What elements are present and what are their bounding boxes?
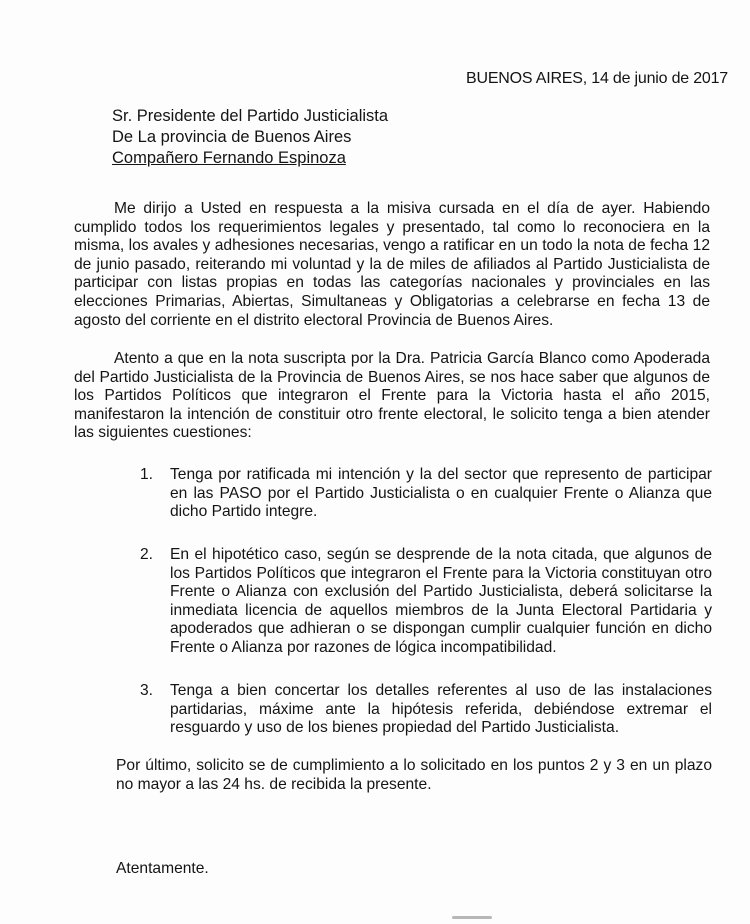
- closing-salutation: Atentamente.: [116, 860, 209, 877]
- list-item-number: 1.: [140, 466, 154, 483]
- letter-date: BUENOS AIRES, 14 de junio de 2017: [466, 70, 729, 87]
- list-item-number: 3.: [140, 682, 154, 699]
- list-item-text: Tenga por ratificada mi intención y la del sector que represento de participar en las PASO por el Partido Justicialista o en cualquier Frente o Alianza que dicho Partido integre.: [170, 466, 712, 521]
- list-item-text: En el hipotético caso, según se desprende de la nota citada, que algunos de los Partidos Políticos que integraron el Frente para la Victoria constituyan otro Frente o Alianza con exclusión del Partido Justicialista, deberá solicitarse la inmediata licencia de aquellos miembros de la Junta Electoral Partidaria y apoderados que adhieran o se dispongan cumplir cualquier función en dicho Frente o Alianza por razones de lógica incompatibilidad.: [170, 546, 712, 656]
- recipient-name: Compañero Fernando Espinoza: [112, 149, 346, 167]
- body-paragraph-1: Me dirijo a Usted en respuesta a la misiva cursada en el día de ayer. Habiendo cumplido todos los requerimientos legales y presentado, tal como lo reconociera en la misma, los avales y adhesiones necesarias, vengo a ratificar en un todo la nota de fecha 12 de junio pasado, reiterando mi voluntad y la de miles de afiliados al Partido Justicialista de participar con listas propias en todas las categorías nacionales y provinciales en las elecciones Primarias, Abiertas, Simultaneas y Obligatorias a celebrarse en fecha 13 de agosto del corriente en el distrito electoral Provincia de Buenos Aires.: [74, 200, 710, 329]
- list-item: [140, 682, 712, 738]
- body-paragraph-3: Por último, solicito se de cumplimiento a lo solicitado en los puntos 2 y 3 en un plazo no mayor a las 24 hs. de recibida la presente.: [116, 757, 712, 793]
- body-paragraph-2: Atento a que en la nota suscripta por la Dra. Patricia García Blanco como Apoderada del Partido Justicialista de la Provincia de Buenos Aires, se nos hace saber que algunos de los Partidos Políticos que integraron el Frente para la Victoria hasta el año 2015, manifestaron la intención de constituir otro frente electoral, le solicito tenga a bien atender las siguientes cuestiones:: [74, 350, 710, 442]
- recipient-title: Sr. Presidente del Partido Justicialista: [112, 107, 389, 125]
- list-item-number: 2.: [140, 546, 154, 563]
- recipient-province: De La provincia de Buenos Aires: [112, 128, 352, 146]
- list-item: [140, 546, 712, 658]
- scan-mark: [452, 916, 492, 919]
- recipient-block: [112, 106, 388, 169]
- list-item-text: Tenga a bien concertar los detalles referentes al uso de las instalaciones partidarias, máxime ante la hipótesis referida, debiéndose extremar el resguardo y uso de los bienes propiedad del Partido Justicialista.: [170, 682, 712, 737]
- list-item: [140, 466, 712, 522]
